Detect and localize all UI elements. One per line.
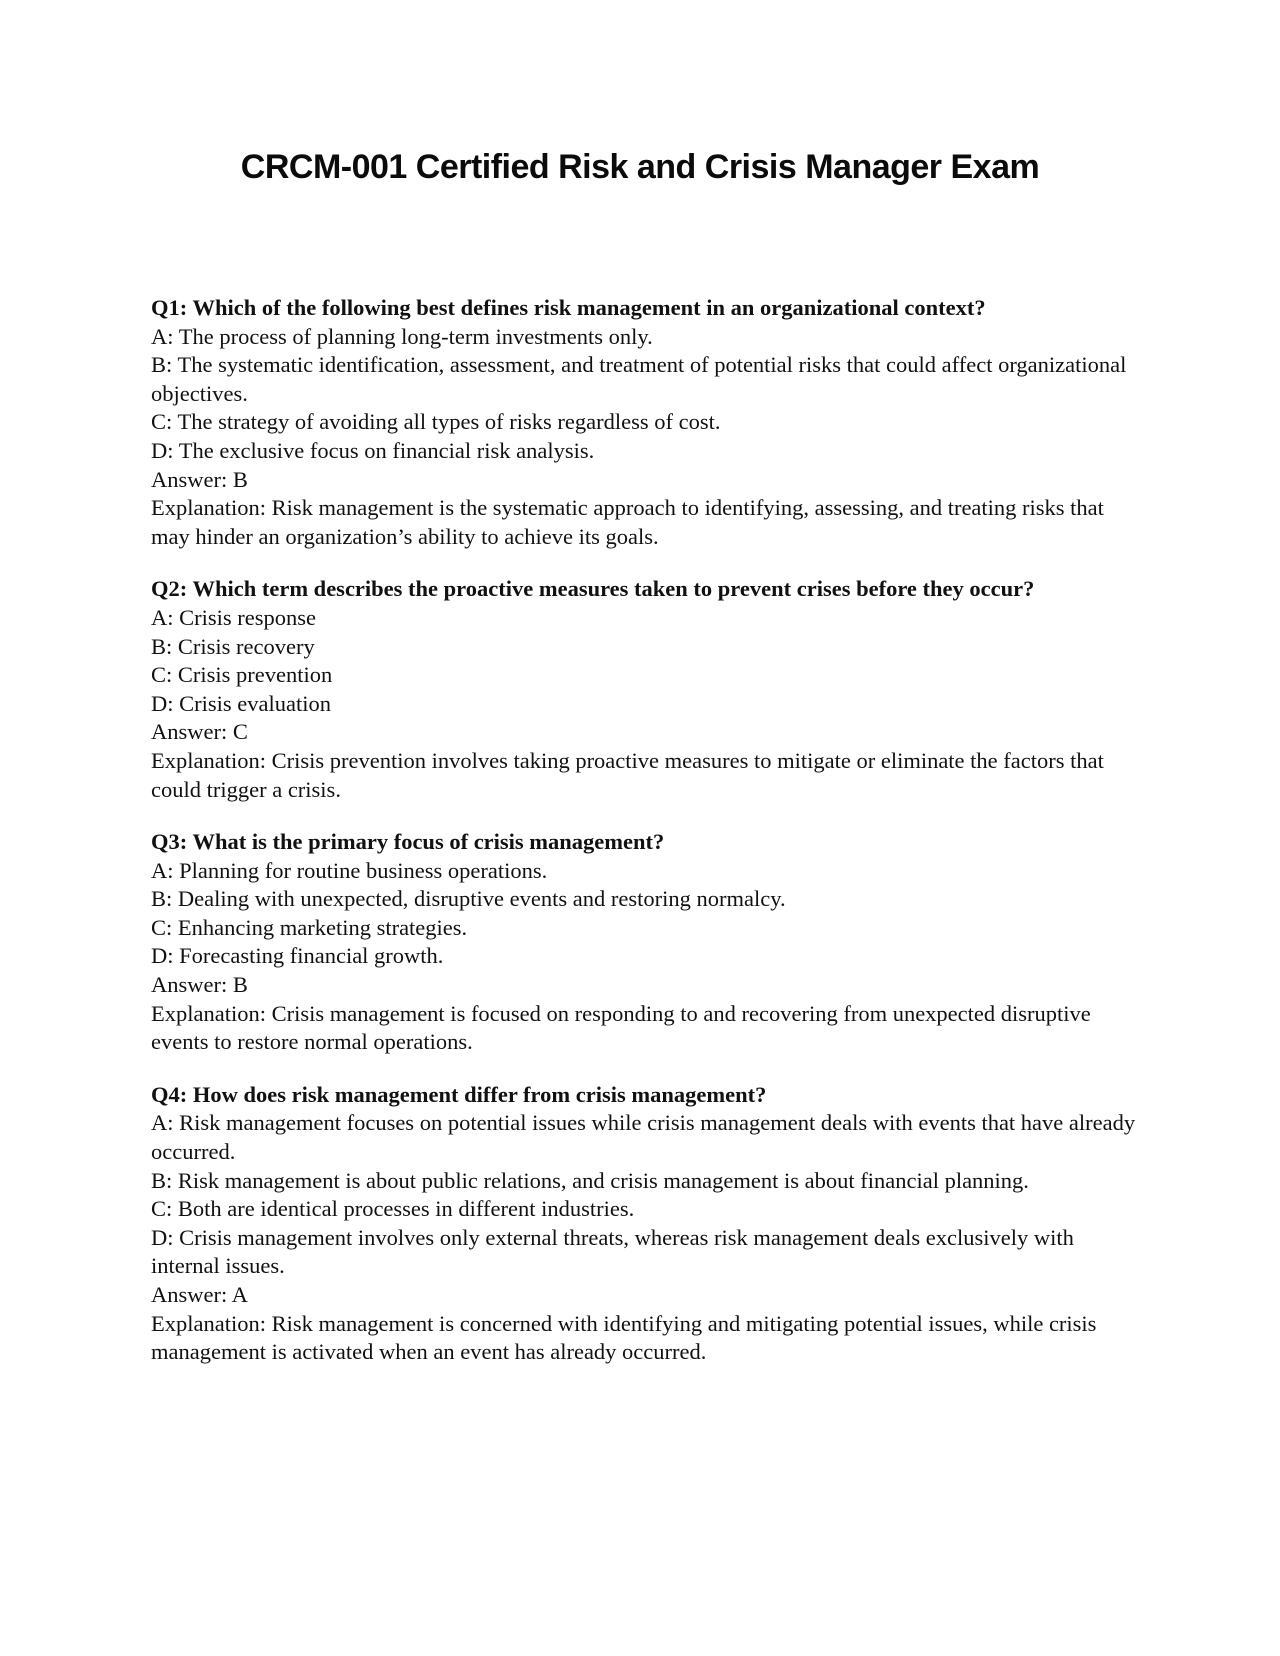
option-d: D: The exclusive focus on financial risk analysis.	[151, 437, 595, 463]
question-list	[151, 294, 1141, 1391]
option-d: D: Crisis evaluation	[151, 690, 331, 716]
option-a: A: Crisis response	[151, 604, 316, 630]
question-text: Q3: What is the primary focus of crisis management?	[151, 829, 665, 855]
option-b: B: The systematic identification, assessment, and treatment of potential risks that could affect organizational objectives.	[151, 352, 1127, 406]
option-c: C: Crisis prevention	[151, 662, 333, 688]
option-a: A: Risk management focuses on potential issues while crisis management deals with events that have already occurred.	[151, 1110, 1136, 1165]
question-text: Q2: Which term describes the proactive measures taken to prevent crises before they occur?	[151, 576, 1035, 602]
question-block-3	[151, 828, 1141, 1057]
answer-line: Answer: B	[151, 972, 248, 998]
option-d: D: Forecasting financial growth.	[151, 943, 444, 969]
question-block-4	[151, 1081, 1141, 1367]
option-b: B: Risk management is about public relations, and crisis management is about financial planning.	[151, 1167, 1029, 1193]
option-b: B: Dealing with unexpected, disruptive events and restoring normalcy.	[151, 886, 786, 912]
answer-line: Answer: C	[151, 719, 248, 745]
option-c: C: The strategy of avoiding all types of risks regardless of cost.	[151, 409, 721, 435]
page-title: CRCM-001 Certified Risk and Crisis Manager Exam	[240, 148, 1040, 186]
option-a: A: Planning for routine business operations.	[151, 857, 548, 883]
option-c: C: Both are identical processes in different industries.	[151, 1196, 635, 1222]
option-a: A: The process of planning long-term investments only.	[151, 323, 653, 349]
answer-line: Answer: A	[151, 1282, 248, 1307]
answer-line: Answer: B	[151, 466, 248, 492]
question-text: Q1: Which of the following best defines risk management in an organizational context?	[151, 295, 986, 320]
explanation-text: Explanation: Risk management is the systematic approach to identifying, assessing, and treating risks that may hinder an organization’s ability to achieve its goals.	[151, 495, 1104, 549]
question-text: Q4: How does risk management differ from crisis management?	[151, 1081, 767, 1107]
explanation-text: Explanation: Crisis management is focused on responding to and recovering from unexpected disruptive events to restore normal operations.	[151, 1000, 1091, 1055]
option-b: B: Crisis recovery	[151, 633, 315, 659]
question-block-1	[151, 294, 1141, 551]
option-c: C: Enhancing marketing strategies.	[151, 914, 468, 940]
question-block-2	[151, 575, 1141, 804]
option-d: D: Crisis management involves only external threats, whereas risk management deals exclusively with internal issues.	[151, 1224, 1074, 1279]
explanation-text: Explanation: Crisis prevention involves taking proactive measures to mitigate or eliminate the factors that could trigger a crisis.	[151, 747, 1104, 802]
explanation-text: Explanation: Risk management is concerned with identifying and mitigating potential issues, while crisis management is activated when an event has already occurred.	[151, 1310, 1097, 1365]
